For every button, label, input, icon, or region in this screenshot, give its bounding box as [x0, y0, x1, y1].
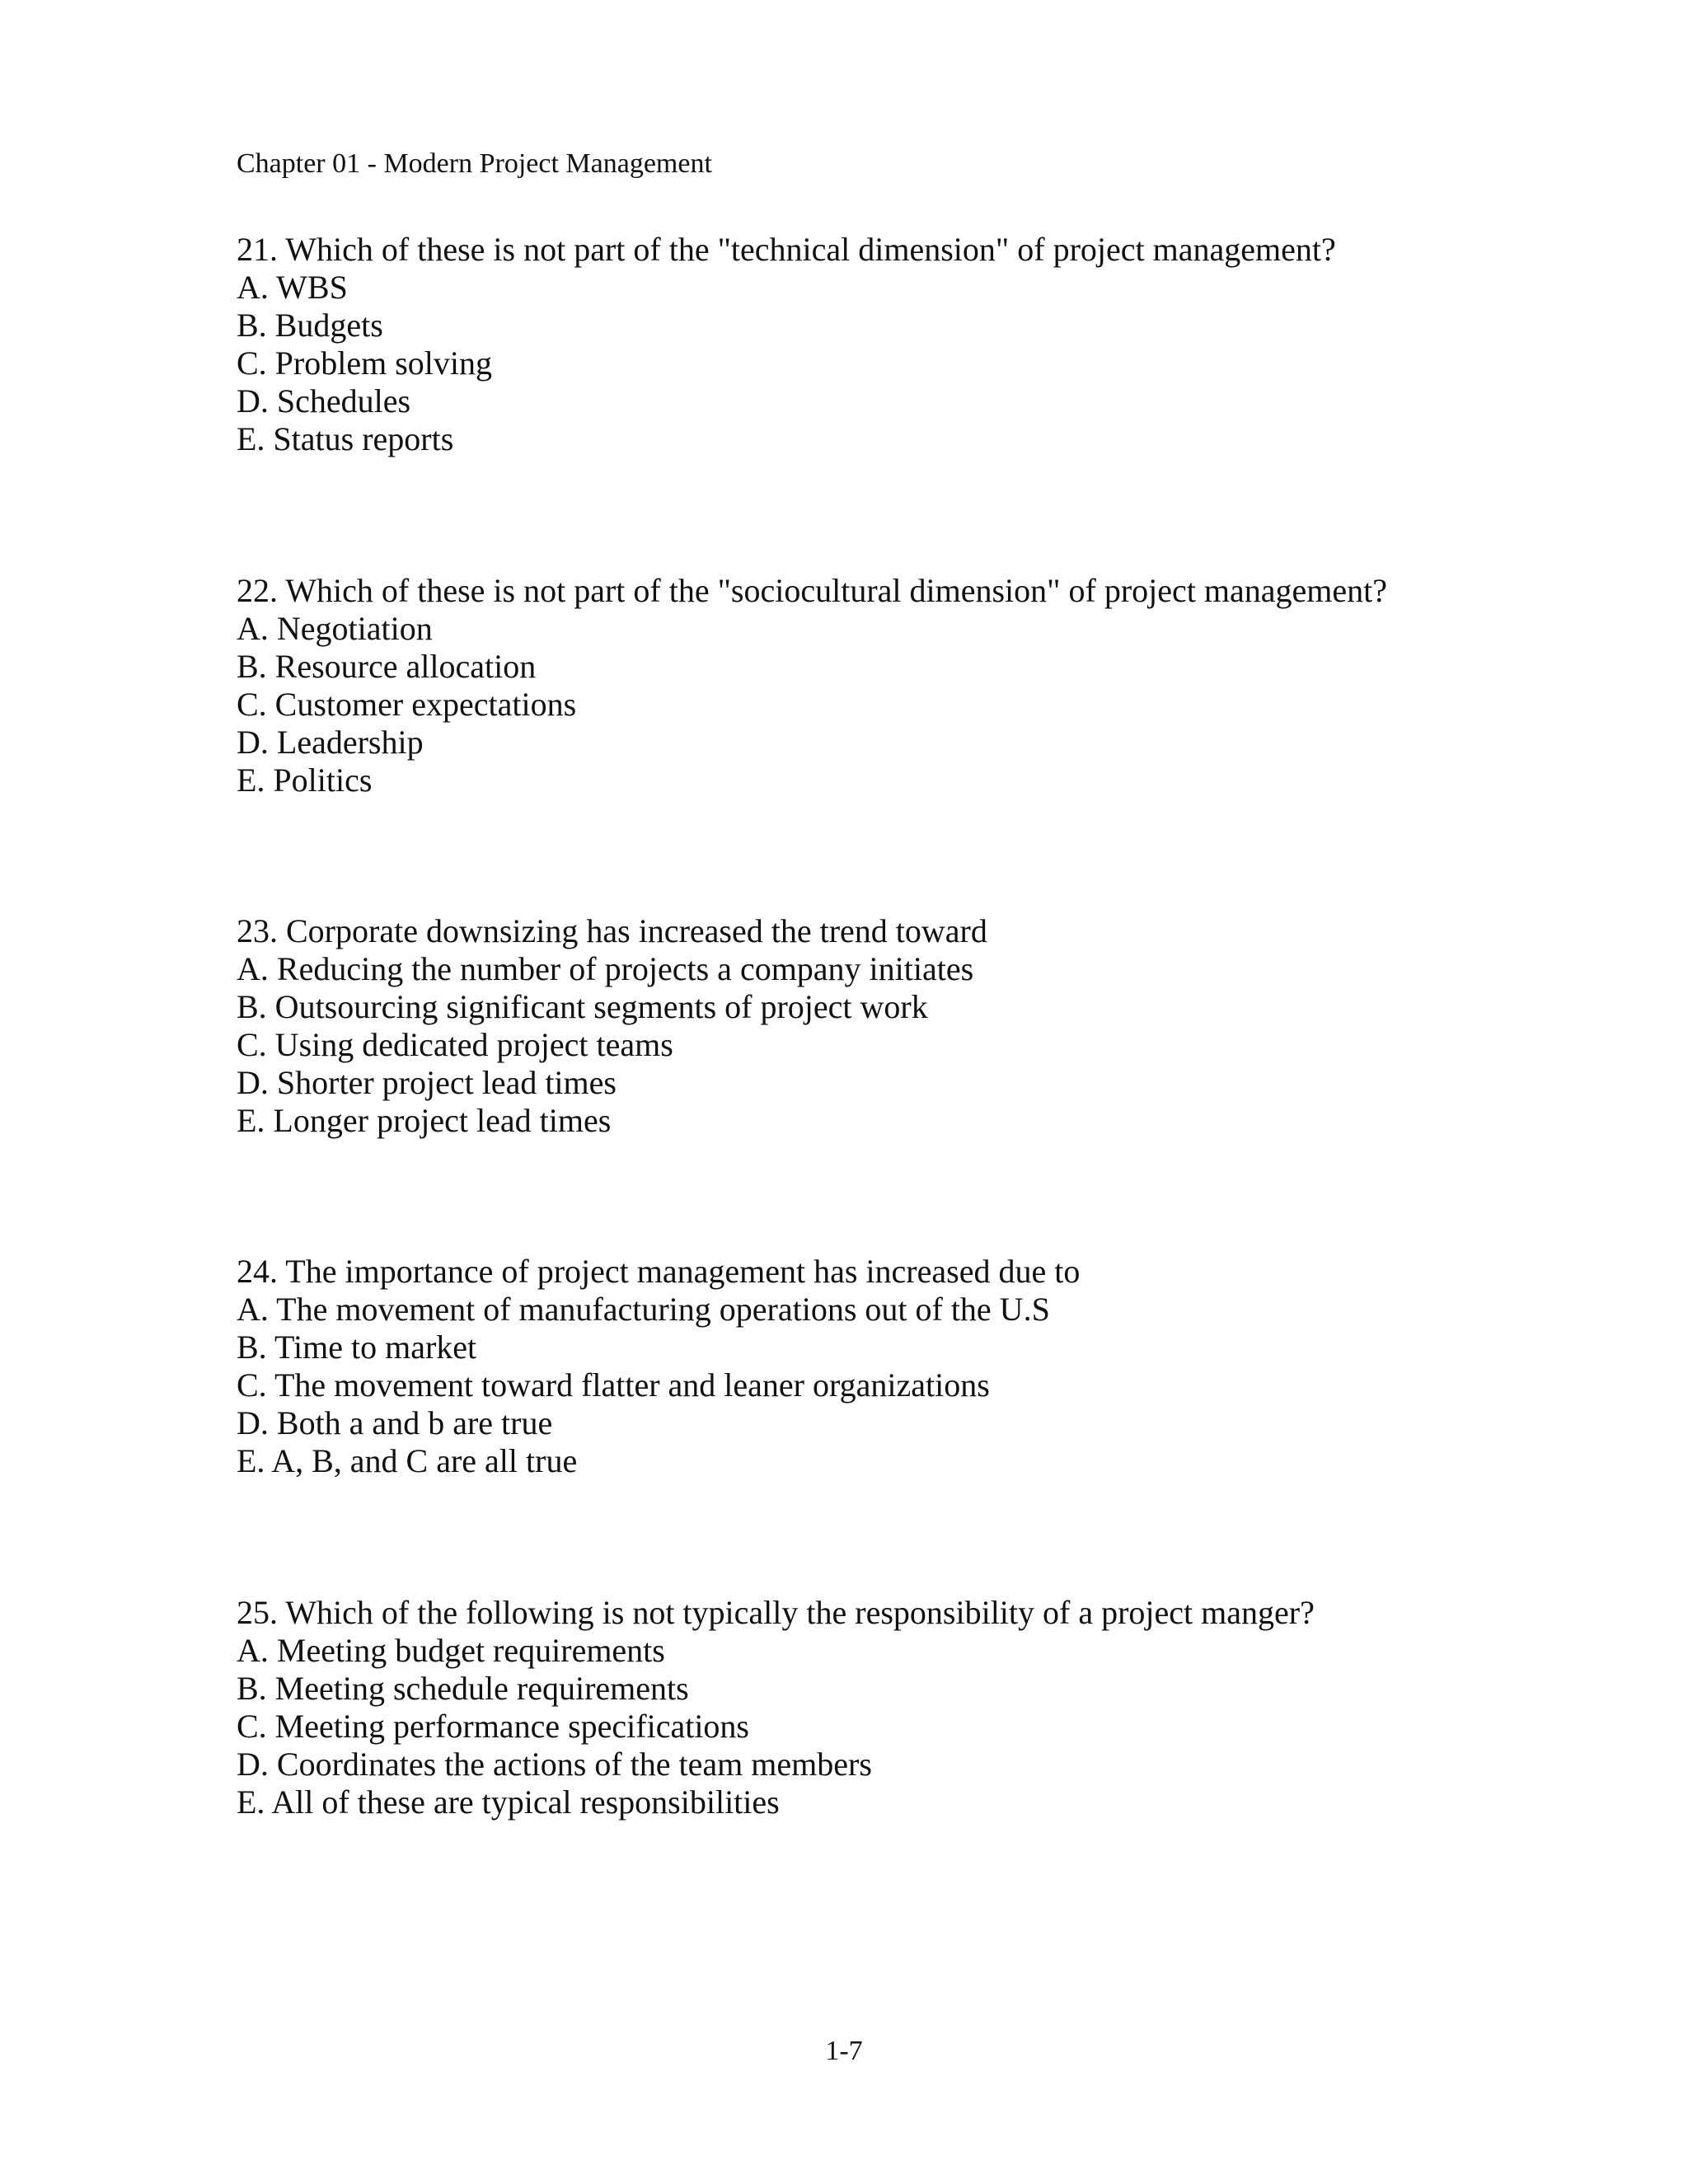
- answer-option-d: D. Coordinates the actions of the team members: [237, 1746, 872, 1783]
- answer-option-b: B. Outsourcing significant segments of project work: [237, 988, 928, 1025]
- page-header: Chapter 01 - Modern Project Management: [237, 148, 712, 179]
- answer-option-d: D. Shorter project lead times: [237, 1064, 617, 1101]
- answer-option-c: C. The movement toward flatter and leaner organizations: [237, 1366, 990, 1404]
- answer-option-d: D. Schedules: [237, 382, 411, 419]
- answer-option-a: A. The movement of manufacturing operations out of the U.S: [237, 1291, 1050, 1328]
- answer-option-b: B. Time to market: [237, 1329, 477, 1366]
- answer-option-e: E. Status reports: [237, 420, 454, 457]
- question-21: [237, 231, 1638, 458]
- answer-option-e: E. A, B, and C are all true: [237, 1442, 578, 1479]
- answer-option-a: A. Reducing the number of projects a company initiates: [237, 950, 974, 987]
- question-25: [237, 1594, 1638, 1821]
- answer-option-a: A. Meeting budget requirements: [237, 1632, 665, 1669]
- question-stem: 21. Which of these is not part of the "technical dimension" of project management?: [237, 231, 1336, 268]
- question-stem: 22. Which of these is not part of the "sociocultural dimension" of project management?: [237, 572, 1387, 609]
- answer-option-c: C. Customer expectations: [237, 686, 577, 723]
- answer-option-b: B. Meeting schedule requirements: [237, 1670, 689, 1707]
- answer-option-c: C. Problem solving: [237, 344, 493, 382]
- answer-option-e: E. All of these are typical responsibilities: [237, 1783, 780, 1821]
- answer-option-c: C. Meeting performance specifications: [237, 1708, 749, 1745]
- question-stem: 25. Which of the following is not typically the responsibility of a project manger?: [237, 1594, 1315, 1631]
- question-stem: 24. The importance of project management has increased due to: [237, 1253, 1081, 1290]
- question-23: [237, 912, 1638, 1140]
- answer-option-a: A. Negotiation: [237, 610, 433, 647]
- answer-option-d: D. Leadership: [237, 724, 424, 761]
- answer-option-b: B. Resource allocation: [237, 648, 537, 685]
- page-number: 1-7: [825, 2036, 863, 2066]
- answer-option-e: E. Longer project lead times: [237, 1102, 612, 1139]
- question-stem: 23. Corporate downsizing has increased the trend toward: [237, 912, 987, 949]
- answer-option-a: A. WBS: [237, 269, 348, 306]
- answer-option-b: B. Budgets: [237, 307, 383, 344]
- answer-option-d: D. Both a and b are true: [237, 1404, 553, 1441]
- answer-option-e: E. Politics: [237, 762, 373, 799]
- question-22: [237, 572, 1638, 799]
- answer-option-c: C. Using dedicated project teams: [237, 1026, 673, 1063]
- question-24: [237, 1253, 1638, 1480]
